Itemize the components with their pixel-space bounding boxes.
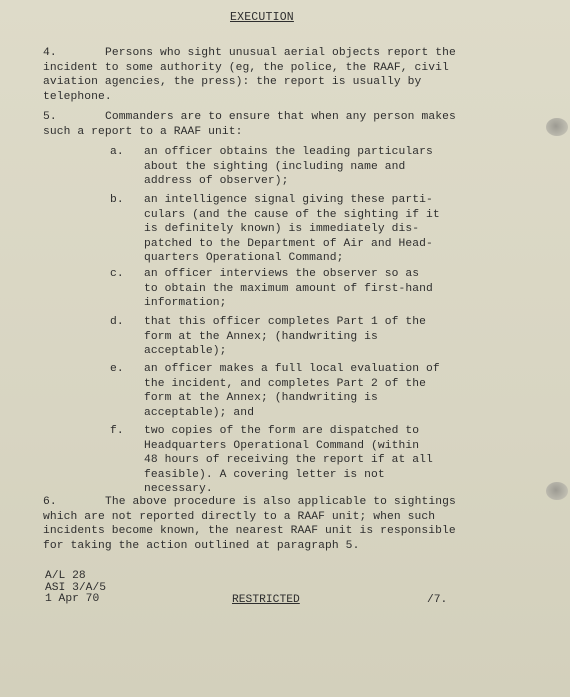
item-line: information; (144, 297, 227, 309)
item-line: that this officer completes Part 1 of the (144, 316, 427, 328)
paragraph-line: The above procedure is also applicable to sightings (105, 496, 456, 508)
item-line: feasible). A covering letter is not (144, 468, 385, 481)
paragraph-6 (43, 495, 503, 553)
item-letter: e. (110, 363, 124, 375)
item-letter: a. (110, 146, 124, 158)
item-line: necessary. (144, 483, 213, 495)
item-letter: b. (110, 194, 124, 206)
item-line: culars (and the cause of the sighting if it (144, 208, 440, 221)
item-line: address of observer); (144, 175, 289, 187)
item-line: acceptable); (144, 345, 227, 357)
punch-hole (546, 118, 568, 136)
item-line: form at the Annex; (handwriting is (144, 330, 378, 343)
item-letter: d. (110, 316, 124, 328)
item-letter: c. (110, 268, 124, 280)
paragraph-line: aviation agencies, the press): the report is usually by (43, 76, 422, 88)
item-letter: f. (110, 425, 124, 437)
paragraph-line: telephone. (43, 90, 112, 103)
punch-hole (546, 482, 568, 500)
item-line: to obtain the maximum amount of first-hand (144, 282, 433, 295)
item-line: an officer obtains the leading particulars (144, 146, 433, 158)
item-line: two copies of the form are dispatched to (144, 425, 420, 437)
item-line: is definitely known) is immediately dis- (144, 223, 420, 235)
item-line: quarters Operational Command; (144, 252, 344, 264)
item-line: an officer makes a full local evaluation of (144, 363, 440, 375)
paragraph-number: 6. (43, 496, 57, 508)
paragraph-line: for taking the action outlined at paragraph 5. (43, 539, 360, 552)
paragraph-line: Persons who sight unusual aerial objects report the (105, 47, 456, 59)
paragraph-4 (43, 46, 503, 104)
item-line: an intelligence signal giving these parti- (144, 194, 433, 206)
item-line: an officer interviews the observer so as (144, 268, 420, 280)
reference-line: 1 Apr 70 (45, 593, 100, 605)
paragraph-number: 5. (43, 111, 57, 123)
paragraph-number: 4. (43, 47, 57, 59)
paragraph-line: which are not reported directly to a RAAF unit; when such (43, 510, 436, 523)
security-classification: RESTRICTED (232, 594, 300, 606)
reference-line: A/L 28 (45, 570, 86, 582)
section-heading: EXECUTION (230, 11, 294, 24)
paragraph-5 (43, 110, 503, 139)
item-line: the incident, and completes Part 2 of the (144, 377, 427, 390)
reference-line: ASI 3/A/5 (45, 581, 107, 594)
item-line: about the sighting (including name and (144, 160, 406, 173)
item-line: form at the Annex; (handwriting is (144, 392, 378, 404)
amendment-reference (45, 571, 106, 606)
item-line: acceptable); and (144, 406, 255, 419)
next-page-marker: /7. (427, 594, 448, 606)
paragraph-line: incidents become known, the nearest RAAF unit is responsible (43, 525, 456, 537)
paragraph-line: Commanders are to ensure that when any person makes (105, 111, 456, 123)
paragraph-line: such a report to a RAAF unit: (43, 125, 243, 138)
item-line: patched to the Department of Air and Head- (144, 237, 433, 250)
paragraph-line: incident to some authority (eg, the police, the RAAF, civil (43, 61, 449, 74)
item-line: 48 hours of receiving the report if at all (144, 454, 433, 466)
item-line: Headquarters Operational Command (within (144, 439, 420, 452)
